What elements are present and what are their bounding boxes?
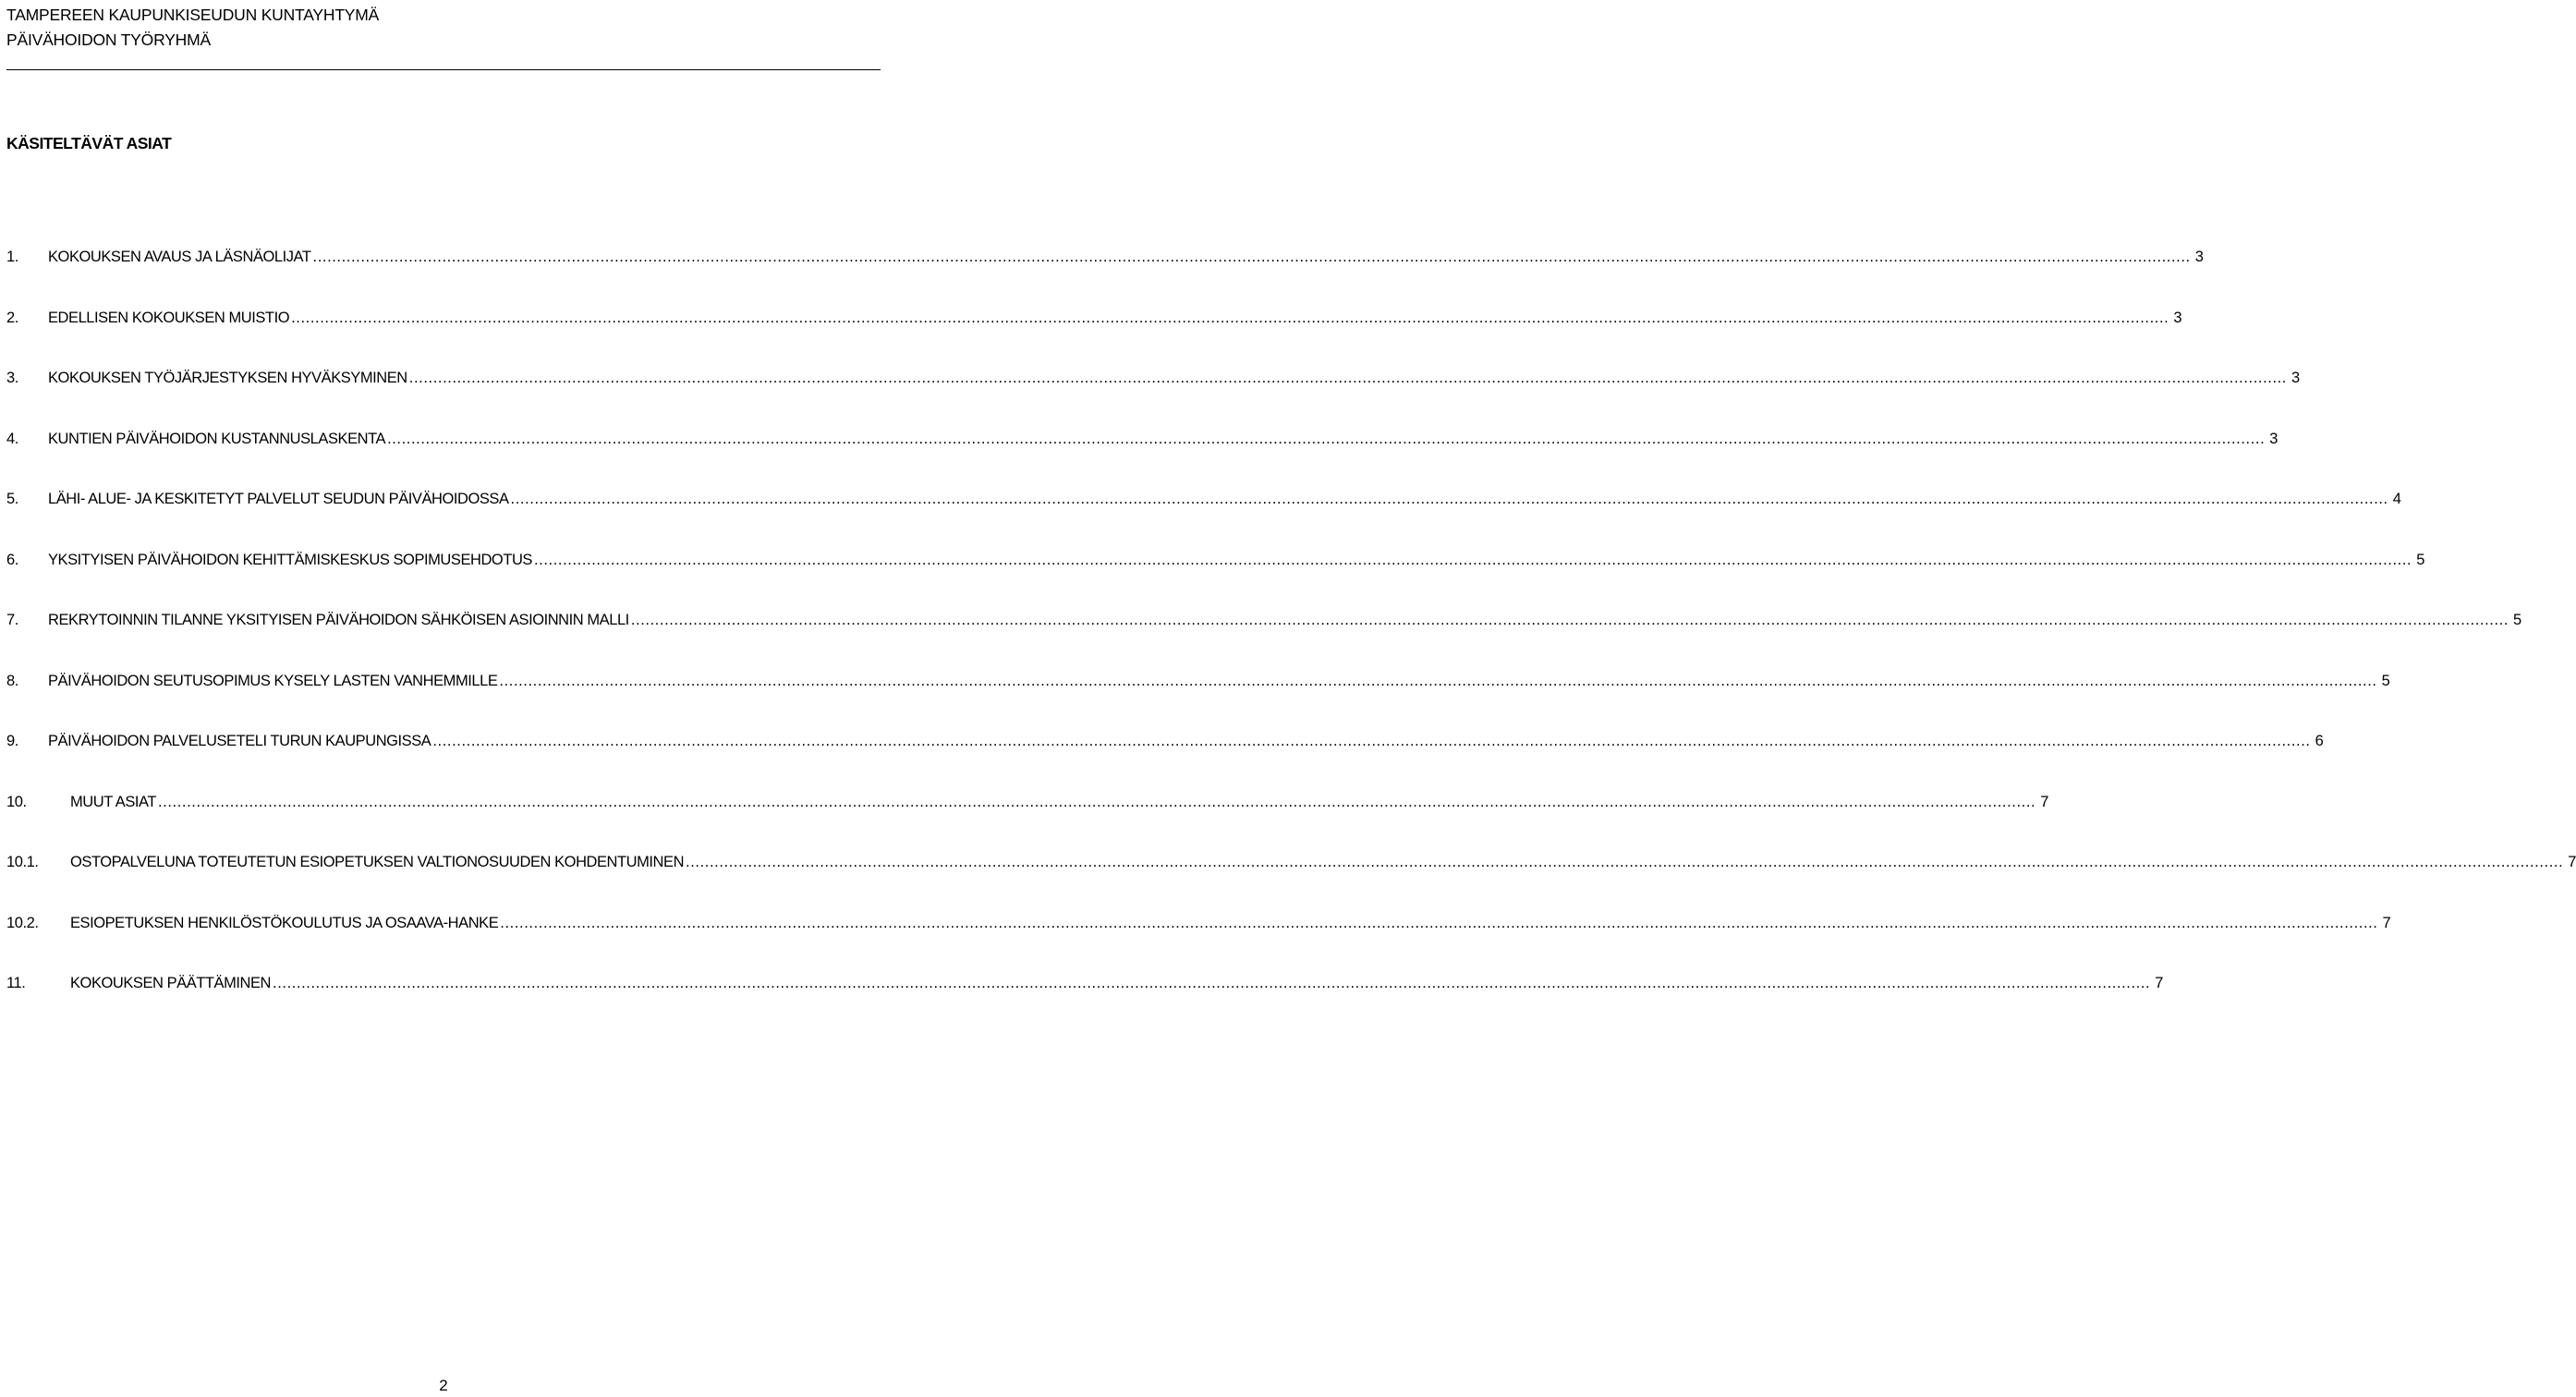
toc-entry-title: OSTOPALVELUNA TOTEUTETUN ESIOPETUKSEN VALTIONOSUUDEN KOHDENTUMINEN	[70, 854, 685, 870]
toc-entry-title: LÄHI- ALUE- JA KESKITETYT PALVELUT SEUDUN PÄIVÄHOIDOSSA	[48, 491, 509, 507]
toc-dot-leader	[500, 912, 2377, 934]
toc-entry-title: ESIOPETUKSEN HENKILÖSTÖKOULUTUS JA OSAAVA-HANKE	[70, 914, 499, 931]
toc-entry-title: KOKOUKSEN PÄÄTTÄMINEN	[70, 975, 272, 991]
toc-entry[interactable]	[6, 307, 2182, 368]
toc-entry[interactable]	[6, 428, 2278, 489]
toc-entry-number: 7.	[6, 612, 18, 628]
toc-entry-number: 1.	[6, 249, 18, 265]
toc-dot-leader	[511, 488, 2388, 510]
toc-entry-number: 9.	[6, 733, 18, 749]
toc-entry-number: 10.1.	[6, 854, 39, 870]
toc-entry[interactable]	[6, 670, 2390, 731]
toc-entry-number: 6.	[6, 551, 18, 568]
toc-dot-leader	[432, 730, 2310, 752]
toc-entry-title: EDELLISEN KOKOUKSEN MUISTIO	[48, 309, 290, 326]
toc-entry[interactable]	[6, 367, 2300, 428]
toc-entry-page: 7	[2568, 854, 2576, 870]
toc-entry-number: 11.	[6, 975, 26, 991]
toc-entry-title: PÄIVÄHOIDON PALVELUSETELI TURUN KAUPUNGISSA	[48, 733, 431, 749]
toc-entry-page: 3	[2291, 370, 2300, 386]
toc-entry[interactable]	[6, 972, 2163, 1033]
toc-entry-title: PÄIVÄHOIDON SEUTUSOPIMUS KYSELY LASTEN VANHEMMILLE	[48, 672, 498, 689]
toc-dot-leader	[499, 670, 2376, 692]
toc-entry-page: 4	[2392, 491, 2401, 507]
toc-entry-page: 5	[2381, 672, 2390, 689]
toc-dot-leader	[631, 609, 2509, 631]
toc-heading: KÄSITELTÄVÄT ASIAT	[6, 134, 172, 152]
organization-name: TAMPEREEN KAUPUNKISEUDUN KUNTAYHTYMÄ	[6, 6, 380, 24]
toc-entry-title: YKSITYISEN PÄIVÄHOIDON KEHITTÄMISKESKUS SOPIMUSEHDOTUS	[48, 551, 532, 568]
toc-entry[interactable]	[6, 549, 2424, 610]
toc-dot-leader	[409, 367, 2287, 389]
page-number: 2	[439, 1377, 448, 1394]
toc-entry-number: 2.	[6, 309, 18, 326]
toc-entry-number: 5.	[6, 491, 18, 507]
toc-entry-page: 6	[2315, 733, 2324, 749]
toc-entry[interactable]	[6, 791, 2048, 852]
header-divider	[6, 69, 881, 70]
toc-entry[interactable]	[6, 488, 2401, 549]
toc-entry[interactable]	[6, 730, 2324, 791]
toc-entry[interactable]	[6, 246, 2204, 307]
toc-entry-title: MUUT ASIAT	[70, 793, 156, 810]
toc-entry-title: KOKOUKSEN AVAUS JA LÄSNÄOLIJAT	[48, 249, 311, 265]
toc-dot-leader	[273, 972, 2150, 994]
toc-dot-leader	[158, 791, 2035, 813]
toc-entry-number: 3.	[6, 370, 18, 386]
toc-entry-page: 5	[2416, 551, 2424, 568]
document-header	[6, 3, 881, 53]
toc-dot-leader	[686, 851, 2563, 873]
toc-dot-leader	[313, 246, 2191, 268]
toc-entry-title: KOKOUKSEN TYÖJÄRJESTYKSEN HYVÄKSYMINEN	[48, 370, 407, 386]
toc-entry-number: 8.	[6, 672, 18, 689]
toc-entry-page: 5	[2513, 612, 2521, 628]
toc-entry[interactable]	[6, 851, 2576, 912]
toc-dot-leader	[291, 307, 2169, 329]
toc-entry-number: 4.	[6, 430, 18, 447]
toc-dot-leader	[534, 549, 2412, 571]
toc-entry-page: 3	[2269, 430, 2278, 447]
working-group-name: PÄIVÄHOIDON TYÖRYHMÄ	[6, 30, 211, 49]
toc-entry-page: 3	[2173, 309, 2182, 326]
toc-entry-page: 7	[2382, 914, 2391, 931]
toc-dot-leader	[387, 428, 2265, 450]
table-of-contents	[6, 246, 2576, 1033]
toc-entry-number: 10.	[6, 793, 27, 810]
toc-entry-page: 7	[2155, 975, 2163, 991]
toc-entry-title: KUNTIEN PÄIVÄHOIDON KUSTANNUSLASKENTA	[48, 430, 386, 447]
toc-entry-page: 3	[2194, 249, 2204, 265]
toc-entry[interactable]	[6, 912, 2391, 973]
toc-entry-page: 7	[2040, 793, 2048, 810]
toc-entry[interactable]	[6, 609, 2521, 670]
toc-entry-title: REKRYTOINNIN TILANNE YKSITYISEN PÄIVÄHOIDON SÄHKÖISEN ASIOINNIN MALLI	[48, 612, 629, 628]
toc-entry-number: 10.2.	[6, 914, 39, 931]
